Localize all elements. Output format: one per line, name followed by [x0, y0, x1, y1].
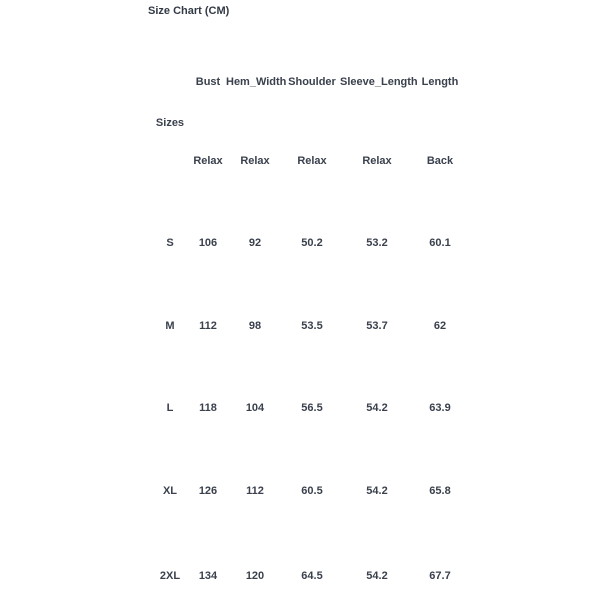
cell-bust: 118 — [199, 402, 217, 414]
column-header-sleeve-length: Sleeve_Length — [340, 76, 418, 88]
cell-shoulder: 64.5 — [301, 570, 323, 582]
cell-sleeve-length: 54.2 — [366, 402, 388, 414]
column-header-row — [150, 76, 466, 89]
column-header-hem-width: Hem_Width — [226, 76, 287, 88]
cell-bust: 134 — [198, 570, 218, 582]
size-chart-title: Size Chart (CM) — [148, 5, 230, 17]
table-row-xl — [150, 485, 466, 498]
cell-sleeve-length: 54.2 — [366, 485, 388, 497]
cell-length: 63.9 — [429, 402, 451, 414]
fit-cell-hem-width: Relax — [240, 155, 270, 167]
cell-hem-width: 104 — [245, 402, 265, 414]
cell-bust: 126 — [198, 485, 218, 497]
fit-cell-shoulder: Relax — [297, 155, 327, 167]
table-row-m — [150, 320, 466, 333]
fit-row — [150, 155, 466, 168]
size-label: L — [166, 402, 174, 414]
cell-length: 60.1 — [429, 237, 451, 249]
cell-length: 62 — [433, 320, 447, 332]
cell-length: 67.7 — [429, 570, 451, 582]
cell-shoulder: 60.5 — [301, 485, 323, 497]
cell-length: 65.8 — [429, 485, 451, 497]
cell-hem-width: 92 — [248, 237, 262, 249]
table-row-s — [150, 237, 466, 250]
cell-sleeve-length: 53.2 — [366, 237, 388, 249]
cell-sleeve-length: 53.7 — [366, 320, 388, 332]
column-header-bust: Bust — [195, 76, 221, 88]
size-label: M — [165, 320, 175, 332]
table-row-2xl — [150, 570, 466, 583]
cell-hem-width: 120 — [245, 570, 265, 582]
sizes-label-row — [150, 117, 190, 130]
fit-cell-length: Back — [426, 155, 454, 167]
cell-hem-width: 112 — [246, 485, 264, 497]
size-label: XL — [162, 485, 178, 497]
sizes-label: Sizes — [155, 117, 185, 129]
fit-cell-bust: Relax — [193, 155, 223, 167]
fit-cell-sleeve-length: Relax — [362, 155, 392, 167]
column-header-length: Length — [421, 76, 459, 88]
size-label: S — [166, 237, 174, 249]
cell-shoulder: 50.2 — [301, 237, 323, 249]
cell-hem-width: 98 — [248, 320, 262, 332]
cell-shoulder: 56.5 — [301, 402, 323, 414]
cell-sleeve-length: 54.2 — [366, 570, 388, 582]
table-row-l — [150, 402, 466, 415]
size-label: 2XL — [159, 570, 181, 582]
cell-bust: 112 — [199, 320, 217, 332]
cell-shoulder: 53.5 — [301, 320, 323, 332]
cell-bust: 106 — [198, 237, 218, 249]
column-header-shoulder: Shoulder — [288, 76, 336, 88]
